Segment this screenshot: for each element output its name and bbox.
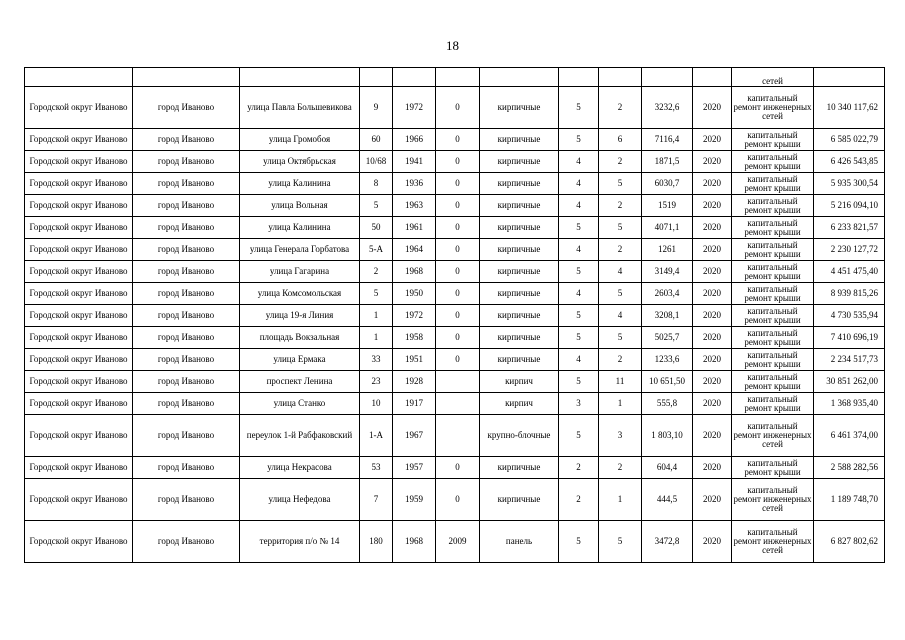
cell-area: 1233,6 <box>642 349 693 371</box>
cell-plan-year: 2020 <box>693 87 732 129</box>
cell-city: город Иваново <box>133 479 240 521</box>
cell-plan-year: 2020 <box>693 305 732 327</box>
cell-year-repair: 2009 <box>436 521 480 563</box>
cell-entrances: 5 <box>599 327 642 349</box>
cell-work: капитальный ремонт крыши <box>732 393 814 415</box>
cell-district: Городской округ Иваново <box>25 217 133 239</box>
cell-entrances: 5 <box>599 283 642 305</box>
cell-floors: 4 <box>559 151 599 173</box>
cell-work: капитальный ремонт инженерных сетей <box>732 479 814 521</box>
cell-area: 7116,4 <box>642 129 693 151</box>
cell-cost: 6 426 543,85 <box>814 151 885 173</box>
cell-city: город Иваново <box>133 415 240 457</box>
cell-floors: 5 <box>559 415 599 457</box>
cell-year: 1936 <box>393 173 436 195</box>
cell-entrances: 5 <box>599 217 642 239</box>
cell-material: кирпичные <box>480 479 559 521</box>
cell-material: кирпичные <box>480 87 559 129</box>
cell-material: кирпичные <box>480 195 559 217</box>
cell-year: 1950 <box>393 283 436 305</box>
cell-material: кирпичные <box>480 173 559 195</box>
cell-area: 3208,1 <box>642 305 693 327</box>
cell-year: 1968 <box>393 521 436 563</box>
cell-work: капитальный ремонт крыши <box>732 217 814 239</box>
continuation-cell <box>240 68 360 87</box>
continuation-cell <box>436 68 480 87</box>
cell-street: улица Комсомольская <box>240 283 360 305</box>
continuation-cell <box>360 68 393 87</box>
cell-work: капитальный ремонт крыши <box>732 151 814 173</box>
cell-floors: 2 <box>559 479 599 521</box>
cell-area: 1519 <box>642 195 693 217</box>
cell-street: улица Генерала Горбатова <box>240 239 360 261</box>
cell-area: 555,8 <box>642 393 693 415</box>
cell-year-repair <box>436 371 480 393</box>
cell-plan-year: 2020 <box>693 151 732 173</box>
cell-floors: 5 <box>559 129 599 151</box>
cell-work: капитальный ремонт инженерных сетей <box>732 87 814 129</box>
cell-city: город Иваново <box>133 327 240 349</box>
cell-city: город Иваново <box>133 305 240 327</box>
cell-plan-year: 2020 <box>693 283 732 305</box>
cell-material: кирпичные <box>480 239 559 261</box>
cell-city: город Иваново <box>133 87 240 129</box>
cell-entrances: 2 <box>599 151 642 173</box>
cell-year-repair: 0 <box>436 173 480 195</box>
cell-house: 1 <box>360 305 393 327</box>
table-row <box>25 457 885 479</box>
cell-street: переулок 1-й Рабфаковский <box>240 415 360 457</box>
cell-city: город Иваново <box>133 371 240 393</box>
cell-entrances: 2 <box>599 349 642 371</box>
cell-year: 1963 <box>393 195 436 217</box>
cell-work: капитальный ремонт крыши <box>732 457 814 479</box>
continuation-cell <box>642 68 693 87</box>
cell-street: улица Громобоя <box>240 129 360 151</box>
cell-year-repair: 0 <box>436 327 480 349</box>
cell-year-repair: 0 <box>436 129 480 151</box>
cell-material: кирпич <box>480 371 559 393</box>
continuation-cell <box>480 68 559 87</box>
cell-street: улица Ермака <box>240 349 360 371</box>
cell-area: 3232,6 <box>642 87 693 129</box>
cell-house: 7 <box>360 479 393 521</box>
cell-material: панель <box>480 521 559 563</box>
cell-cost: 6 585 022,79 <box>814 129 885 151</box>
table-row <box>25 217 885 239</box>
cell-plan-year: 2020 <box>693 261 732 283</box>
table-row <box>25 349 885 371</box>
cell-district: Городской округ Иваново <box>25 173 133 195</box>
cell-area: 444,5 <box>642 479 693 521</box>
table-row <box>25 521 885 563</box>
cell-area: 3149,4 <box>642 261 693 283</box>
cell-street: улица Октябрьская <box>240 151 360 173</box>
cell-floors: 5 <box>559 217 599 239</box>
continuation-cell <box>133 68 240 87</box>
cell-plan-year: 2020 <box>693 457 732 479</box>
cell-street: улица Нефедова <box>240 479 360 521</box>
cell-material: кирпичные <box>480 305 559 327</box>
cell-work: капитальный ремонт крыши <box>732 173 814 195</box>
cell-area: 5025,7 <box>642 327 693 349</box>
cell-street: территория п/о № 14 <box>240 521 360 563</box>
cell-city: город Иваново <box>133 393 240 415</box>
table-row <box>25 305 885 327</box>
table-row-continuation <box>25 68 885 87</box>
cell-street: улица Гагарина <box>240 261 360 283</box>
table-row <box>25 173 885 195</box>
housing-repair-table <box>24 67 885 563</box>
cell-material: кирпичные <box>480 151 559 173</box>
cell-floors: 4 <box>559 239 599 261</box>
cell-floors: 4 <box>559 173 599 195</box>
cell-district: Городской округ Иваново <box>25 393 133 415</box>
cell-area: 604,4 <box>642 457 693 479</box>
cell-year: 1964 <box>393 239 436 261</box>
cell-entrances: 1 <box>599 479 642 521</box>
cell-house: 60 <box>360 129 393 151</box>
cell-year: 1968 <box>393 261 436 283</box>
cell-district: Городской округ Иваново <box>25 151 133 173</box>
cell-work: капитальный ремонт крыши <box>732 305 814 327</box>
cell-district: Городской округ Иваново <box>25 87 133 129</box>
cell-entrances: 6 <box>599 129 642 151</box>
cell-plan-year: 2020 <box>693 521 732 563</box>
cell-cost: 2 588 282,56 <box>814 457 885 479</box>
cell-city: город Иваново <box>133 349 240 371</box>
cell-cost: 10 340 117,62 <box>814 87 885 129</box>
cell-area: 1871,5 <box>642 151 693 173</box>
table-row <box>25 415 885 457</box>
cell-house: 5-А <box>360 239 393 261</box>
page-number: 18 <box>446 38 459 53</box>
continuation-cell <box>814 68 885 87</box>
cell-entrances: 3 <box>599 415 642 457</box>
cell-house: 1-А <box>360 415 393 457</box>
cell-year: 1928 <box>393 371 436 393</box>
cell-plan-year: 2020 <box>693 239 732 261</box>
cell-city: город Иваново <box>133 129 240 151</box>
cell-house: 1 <box>360 327 393 349</box>
cell-material: кирпичные <box>480 349 559 371</box>
cell-cost: 2 230 127,72 <box>814 239 885 261</box>
cell-city: город Иваново <box>133 457 240 479</box>
cell-plan-year: 2020 <box>693 415 732 457</box>
cell-plan-year: 2020 <box>693 327 732 349</box>
cell-year-repair: 0 <box>436 305 480 327</box>
cell-floors: 3 <box>559 393 599 415</box>
continuation-cell <box>559 68 599 87</box>
table-row <box>25 87 885 129</box>
cell-work: капитальный ремонт крыши <box>732 195 814 217</box>
cell-cost: 7 410 696,19 <box>814 327 885 349</box>
cell-entrances: 4 <box>599 261 642 283</box>
cell-work: капитальный ремонт инженерных сетей <box>732 415 814 457</box>
cell-year: 1951 <box>393 349 436 371</box>
cell-plan-year: 2020 <box>693 371 732 393</box>
cell-plan-year: 2020 <box>693 349 732 371</box>
cell-entrances: 2 <box>599 195 642 217</box>
cell-area: 3472,8 <box>642 521 693 563</box>
cell-year: 1967 <box>393 415 436 457</box>
cell-year: 1957 <box>393 457 436 479</box>
cell-city: город Иваново <box>133 217 240 239</box>
cell-floors: 5 <box>559 327 599 349</box>
cell-material: кирпичные <box>480 129 559 151</box>
cell-street: площадь Вокзальная <box>240 327 360 349</box>
cell-floors: 5 <box>559 371 599 393</box>
cell-house: 10 <box>360 393 393 415</box>
cell-work: капитальный ремонт крыши <box>732 349 814 371</box>
cell-material: кирпичные <box>480 327 559 349</box>
cell-house: 5 <box>360 283 393 305</box>
cell-year-repair: 0 <box>436 217 480 239</box>
cell-house: 2 <box>360 261 393 283</box>
cell-area: 1 803,10 <box>642 415 693 457</box>
cell-material: крупно-блочные <box>480 415 559 457</box>
cell-area: 10 651,50 <box>642 371 693 393</box>
table-row <box>25 393 885 415</box>
cell-floors: 5 <box>559 305 599 327</box>
cell-house: 23 <box>360 371 393 393</box>
cell-city: город Иваново <box>133 173 240 195</box>
cell-area: 2603,4 <box>642 283 693 305</box>
table-row <box>25 151 885 173</box>
cell-street: улица Вольная <box>240 195 360 217</box>
continuation-cell <box>693 68 732 87</box>
cell-year-repair: 0 <box>436 479 480 521</box>
cell-cost: 2 234 517,73 <box>814 349 885 371</box>
table-row <box>25 239 885 261</box>
cell-material: кирпич <box>480 393 559 415</box>
cell-district: Городской округ Иваново <box>25 349 133 371</box>
cell-house: 53 <box>360 457 393 479</box>
cell-area: 6030,7 <box>642 173 693 195</box>
cell-city: город Иваново <box>133 261 240 283</box>
cell-year: 1958 <box>393 327 436 349</box>
cell-plan-year: 2020 <box>693 393 732 415</box>
cell-cost: 1 189 748,70 <box>814 479 885 521</box>
cell-entrances: 2 <box>599 87 642 129</box>
continuation-cell: сетей <box>732 68 814 87</box>
cell-city: город Иваново <box>133 283 240 305</box>
cell-year-repair: 0 <box>436 457 480 479</box>
cell-entrances: 11 <box>599 371 642 393</box>
cell-city: город Иваново <box>133 521 240 563</box>
cell-entrances: 5 <box>599 521 642 563</box>
cell-district: Городской округ Иваново <box>25 327 133 349</box>
cell-cost: 5 935 300,54 <box>814 173 885 195</box>
cell-house: 5 <box>360 195 393 217</box>
cell-cost: 1 368 935,40 <box>814 393 885 415</box>
continuation-cell <box>25 68 133 87</box>
cell-plan-year: 2020 <box>693 173 732 195</box>
cell-house: 50 <box>360 217 393 239</box>
continuation-cell <box>393 68 436 87</box>
cell-year-repair: 0 <box>436 283 480 305</box>
cell-district: Городской округ Иваново <box>25 521 133 563</box>
cell-material: кирпичные <box>480 283 559 305</box>
table-row <box>25 195 885 217</box>
cell-cost: 5 216 094,10 <box>814 195 885 217</box>
cell-plan-year: 2020 <box>693 129 732 151</box>
cell-house: 9 <box>360 87 393 129</box>
cell-year-repair: 0 <box>436 349 480 371</box>
table-row <box>25 261 885 283</box>
cell-year-repair: 0 <box>436 261 480 283</box>
table-row <box>25 129 885 151</box>
cell-street: проспект Ленина <box>240 371 360 393</box>
table-row <box>25 371 885 393</box>
cell-house: 10/68 <box>360 151 393 173</box>
cell-material: кирпичные <box>480 457 559 479</box>
cell-entrances: 1 <box>599 393 642 415</box>
table-row <box>25 327 885 349</box>
cell-plan-year: 2020 <box>693 195 732 217</box>
cell-work: капитальный ремонт крыши <box>732 239 814 261</box>
cell-floors: 4 <box>559 283 599 305</box>
cell-cost: 8 939 815,26 <box>814 283 885 305</box>
cell-floors: 5 <box>559 261 599 283</box>
cell-floors: 5 <box>559 521 599 563</box>
cell-entrances: 4 <box>599 305 642 327</box>
cell-district: Городской округ Иваново <box>25 195 133 217</box>
cell-work: капитальный ремонт инженерных сетей <box>732 521 814 563</box>
cell-district: Городской округ Иваново <box>25 305 133 327</box>
cell-year: 1941 <box>393 151 436 173</box>
cell-floors: 2 <box>559 457 599 479</box>
cell-year-repair: 0 <box>436 151 480 173</box>
table-row <box>25 283 885 305</box>
cell-plan-year: 2020 <box>693 217 732 239</box>
cell-district: Городской округ Иваново <box>25 371 133 393</box>
cell-street: улица Павла Большевикова <box>240 87 360 129</box>
cell-street: улица Некрасова <box>240 457 360 479</box>
cell-year: 1972 <box>393 87 436 129</box>
cell-district: Городской округ Иваново <box>25 457 133 479</box>
cell-material: кирпичные <box>480 217 559 239</box>
cell-district: Городской округ Иваново <box>25 129 133 151</box>
cell-area: 4071,1 <box>642 217 693 239</box>
cell-street: улица Калинина <box>240 173 360 195</box>
cell-district: Городской округ Иваново <box>25 261 133 283</box>
cell-work: капитальный ремонт крыши <box>732 129 814 151</box>
cell-work: капитальный ремонт крыши <box>732 283 814 305</box>
cell-year: 1972 <box>393 305 436 327</box>
cell-area: 1261 <box>642 239 693 261</box>
cell-work: капитальный ремонт крыши <box>732 371 814 393</box>
cell-district: Городской округ Иваново <box>25 283 133 305</box>
cell-work: капитальный ремонт крыши <box>732 327 814 349</box>
cell-street: улица Калинина <box>240 217 360 239</box>
cell-work: капитальный ремонт крыши <box>732 261 814 283</box>
cell-floors: 4 <box>559 195 599 217</box>
cell-city: город Иваново <box>133 151 240 173</box>
cell-house: 180 <box>360 521 393 563</box>
cell-floors: 4 <box>559 349 599 371</box>
cell-year-repair: 0 <box>436 87 480 129</box>
cell-street: улица 19-я Линия <box>240 305 360 327</box>
continuation-cell <box>599 68 642 87</box>
cell-street: улица Станко <box>240 393 360 415</box>
cell-year-repair <box>436 393 480 415</box>
cell-cost: 6 233 821,57 <box>814 217 885 239</box>
cell-year: 1917 <box>393 393 436 415</box>
cell-house: 8 <box>360 173 393 195</box>
cell-cost: 6 461 374,00 <box>814 415 885 457</box>
cell-cost: 4 730 535,94 <box>814 305 885 327</box>
table-row <box>25 479 885 521</box>
cell-year: 1966 <box>393 129 436 151</box>
cell-cost: 4 451 475,40 <box>814 261 885 283</box>
cell-cost: 6 827 802,62 <box>814 521 885 563</box>
cell-entrances: 2 <box>599 239 642 261</box>
cell-district: Городской округ Иваново <box>25 239 133 261</box>
cell-city: город Иваново <box>133 195 240 217</box>
cell-floors: 5 <box>559 87 599 129</box>
cell-plan-year: 2020 <box>693 479 732 521</box>
cell-year-repair: 0 <box>436 195 480 217</box>
cell-entrances: 5 <box>599 173 642 195</box>
cell-year-repair <box>436 415 480 457</box>
cell-city: город Иваново <box>133 239 240 261</box>
cell-material: кирпичные <box>480 261 559 283</box>
cell-year: 1961 <box>393 217 436 239</box>
cell-house: 33 <box>360 349 393 371</box>
cell-year-repair: 0 <box>436 239 480 261</box>
cell-district: Городской округ Иваново <box>25 479 133 521</box>
cell-district: Городской округ Иваново <box>25 415 133 457</box>
cell-year: 1959 <box>393 479 436 521</box>
cell-cost: 30 851 262,00 <box>814 371 885 393</box>
cell-entrances: 2 <box>599 457 642 479</box>
